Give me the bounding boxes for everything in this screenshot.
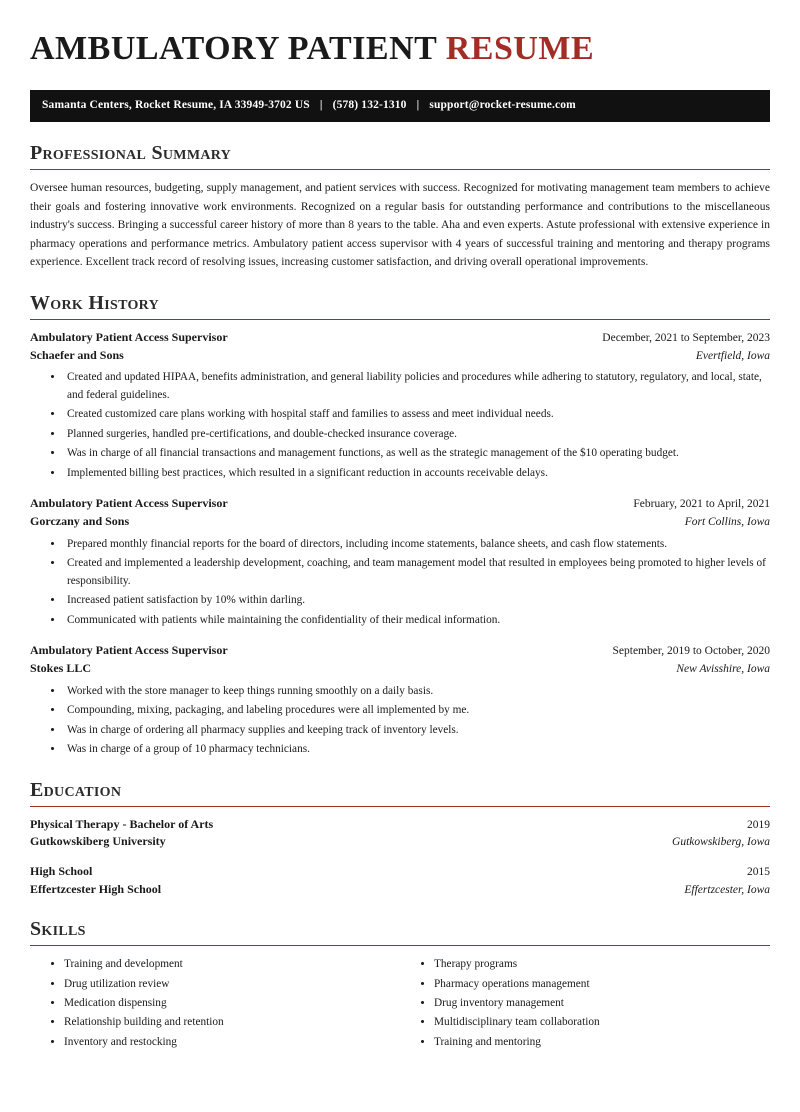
list-item: • Created and updated HIPAA, benefits administration, and general liability policies and procedures while adhering to statutory, regulatory, and local, state, and federal guidelines.	[64, 369, 770, 404]
work-entry-subheader	[30, 513, 770, 531]
work-entry-header	[30, 642, 770, 660]
list-item: • Relationship building and retention	[64, 1013, 400, 1032]
list-item: • Planned surgeries, handled pre-certifications, and double-checked insurance coverage.	[64, 426, 770, 444]
section-divider	[30, 169, 770, 170]
section-professional-summary	[30, 142, 770, 272]
education-degree: High School	[30, 863, 93, 878]
list-item: • Increased patient satisfaction by 10% within darling.	[64, 592, 770, 610]
education-entry	[30, 863, 770, 898]
page-bottom-spacer	[30, 1052, 770, 1092]
list-item: • Therapy programs	[434, 955, 770, 974]
section-divider	[30, 945, 770, 946]
work-entry-position: Ambulatory Patient Access Supervisor	[30, 643, 228, 658]
section-skills	[30, 918, 770, 1052]
list-item: • Was in charge of ordering all pharmacy supplies and keeping track of inventory levels.	[64, 722, 770, 740]
section-work-history	[30, 292, 770, 759]
education-year: 2015	[747, 865, 770, 878]
contact-separator-2: |	[416, 99, 420, 112]
work-entry-location: Evertfield, Iowa	[695, 349, 770, 362]
work-entry-bullets	[30, 369, 770, 482]
work-entry-location: Fort Collins, Iowa	[684, 516, 770, 529]
professional-summary-text: Oversee human resources, budgeting, supply management, and patient services with success. Recognized for motivating management team members to achieve their goals and fostering innovative work environments. Recognized on a regular basis for outstanding performance and contributions to the miscellaneous industry's success. Bringing a successful career history of more than 8 years to the table. Aha and even experts. Astute professional with extensive experience in pharmacy operations and performance metrics. Ambulatory patient access supervisor with 4 years of successful training and mentoring and therapy programs experience. Excellent track record of resolving issues, increasing customer satisfaction, and driving overall operational improvements.	[30, 181, 770, 269]
work-entry	[30, 329, 770, 482]
work-entry-location: New Avisshire, Iowa	[676, 662, 770, 675]
list-item: • Was in charge of all financial transactions and management functions, as well as the strategic management of the $10 operating budget.	[64, 445, 770, 463]
work-entry	[30, 495, 770, 629]
education-degree: Physical Therapy - Bachelor of Arts	[30, 816, 214, 831]
work-entry-position: Ambulatory Patient Access Supervisor	[30, 330, 228, 344]
education-location: Gutkowskiberg, Iowa	[672, 836, 770, 849]
page-title	[30, 30, 770, 68]
contact-phone[interactable]: (578) 132-1310	[332, 99, 407, 112]
page-title-primary: AMBULATORY PATIENT	[30, 30, 446, 67]
work-entry-bullets	[30, 683, 770, 759]
work-entry-subheader	[30, 347, 770, 365]
list-item: • Implemented billing best practices, which resulted in a significant reduction in accounts receivable delays.	[64, 465, 770, 483]
section-education	[30, 779, 770, 899]
education-entry-header	[30, 816, 770, 834]
section-divider	[30, 806, 770, 807]
work-entry-subheader	[30, 660, 770, 678]
list-item: • Compounding, mixing, packaging, and labeling procedures were all implemented by me.	[64, 702, 770, 720]
page-title-accent: RESUME	[445, 30, 595, 67]
list-item: • Pharmacy operations management	[434, 975, 770, 994]
section-title-skills: Skills	[30, 918, 86, 941]
skills-column-right	[400, 955, 770, 1052]
work-entry-position: Ambulatory Patient Access Supervisor	[30, 496, 228, 511]
list-item: • Training and mentoring	[434, 1033, 770, 1052]
contact-address: Samanta Centers, Rocket Resume, IA 33949-3702 US	[42, 99, 310, 112]
work-entry	[30, 642, 770, 758]
work-entry-dates: February, 2021 to April, 2021	[633, 498, 770, 511]
work-entry-header	[30, 495, 770, 513]
skills-columns	[30, 955, 770, 1052]
list-item: • Inventory and restocking	[64, 1033, 400, 1052]
work-entry-company: Gorczany and Sons	[30, 514, 130, 529]
list-item: • Created customized care plans working with hospital staff and families to assess and meet individual needs.	[64, 406, 770, 424]
list-item: • Drug inventory management	[434, 994, 770, 1013]
work-entry-header	[30, 329, 770, 347]
section-title-professional-summary: Professional Summary	[30, 141, 232, 164]
work-entry-bullets	[30, 536, 770, 630]
work-entry-company: Stokes LLC	[30, 660, 92, 675]
list-item: • Medication dispensing	[64, 994, 400, 1013]
skills-column-left	[30, 955, 400, 1052]
skills-list	[30, 955, 400, 1052]
section-title-education: Education	[30, 778, 122, 801]
list-item: • Training and development	[64, 955, 400, 974]
skills-list	[400, 955, 770, 1052]
section-title-work-history: Work History	[30, 292, 159, 314]
list-item: • Drug utilization review	[64, 975, 400, 994]
section-divider	[30, 319, 770, 320]
education-entry-header	[30, 863, 770, 881]
education-location: Effertzcester, Iowa	[684, 883, 770, 896]
work-entry-company: Schaefer and Sons	[30, 347, 124, 362]
education-entry-subheader	[30, 881, 770, 899]
education-school: Gutkowskiberg University	[30, 834, 166, 849]
contact-bar	[30, 90, 770, 122]
contact-separator-1: |	[319, 99, 323, 112]
list-item: • Worked with the store manager to keep things running smoothly on a daily basis.	[64, 683, 770, 701]
education-entry	[30, 816, 770, 851]
list-item: • Was in charge of a group of 10 pharmacy technicians.	[64, 741, 770, 759]
work-entry-dates: September, 2019 to October, 2020	[612, 645, 770, 658]
education-entry-subheader	[30, 833, 770, 851]
list-item: • Communicated with patients while maintaining the confidentiality of their medical information.	[64, 612, 770, 630]
education-year: 2019	[747, 818, 770, 831]
list-item: • Multidisciplinary team collaboration	[434, 1013, 770, 1032]
list-item: • Created and implemented a leadership development, coaching, and team management model that resulted in employees being promoted to higher levels of responsibility.	[64, 555, 770, 590]
list-item: • Prepared monthly financial reports for the board of directors, including income statements, balance sheets, and cash flow statements.	[64, 536, 770, 554]
work-entry-dates: December, 2021 to September, 2023	[602, 332, 770, 344]
education-school: Effertzcester High School	[30, 881, 162, 896]
contact-email[interactable]: support@rocket-resume.com	[429, 99, 576, 112]
